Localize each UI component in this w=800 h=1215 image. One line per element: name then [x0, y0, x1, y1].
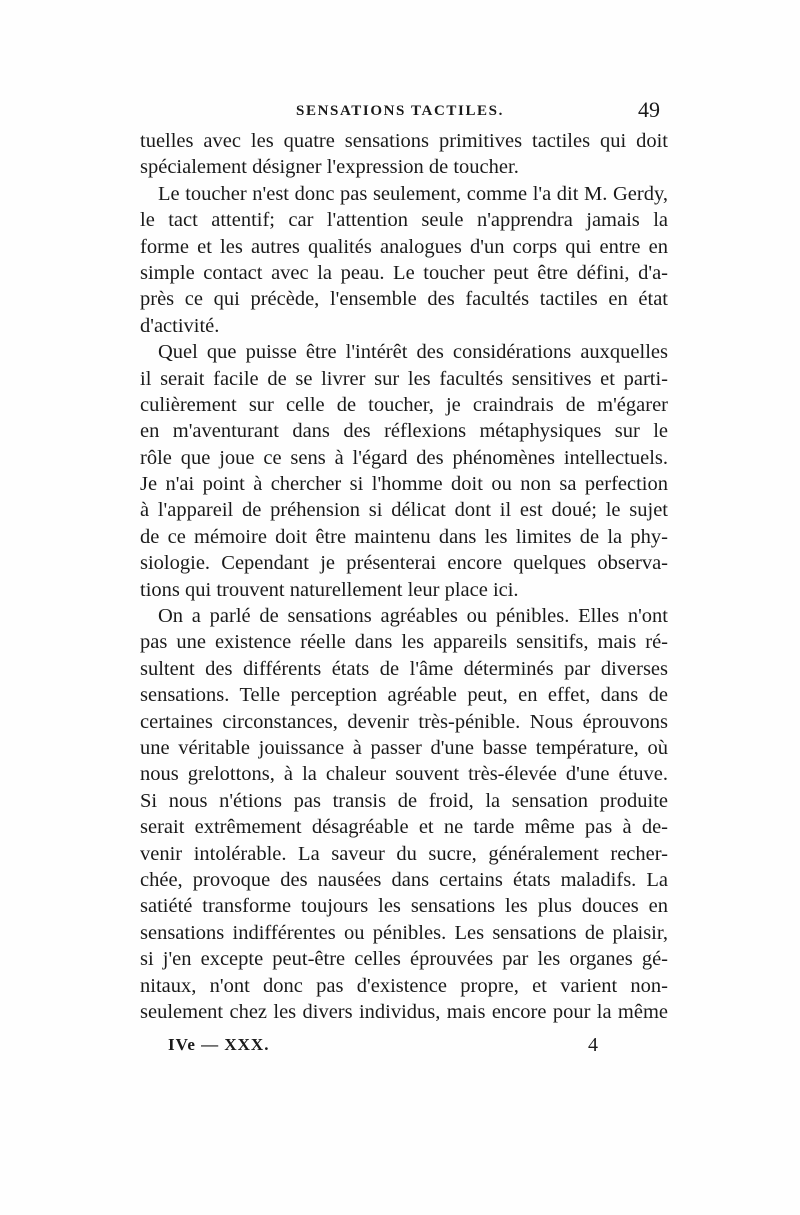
text-line: satiété transforme toujours les sensations les plus douces en [140, 895, 668, 918]
text-line: culièrement sur celle de toucher, je craindrais de m'égarer [140, 393, 668, 416]
text-line: à l'appareil de préhension si délicat dont il est doué; le sujet [140, 499, 668, 522]
text-line: spécialement désigner l'expression de toucher. [140, 156, 519, 179]
text-line: une véritable jouissance à passer d'une basse température, où [140, 736, 668, 759]
text-line: si j'en excepte peut-être celles éprouvées par les organes gé- [140, 948, 668, 971]
text-line: en m'aventurant dans des réflexions métaphysiques sur le [140, 420, 668, 443]
text-line: de ce mémoire doit être maintenu dans les limites de la phy- [140, 525, 668, 548]
text-line: sultent des différents états de l'âme déterminés par diverses [140, 657, 668, 680]
text-line: nous grelottons, à la chaleur souvent très-élevée d'une étuve. [140, 763, 668, 786]
text-line: forme et les autres qualités analogues d'un corps qui entre en [140, 235, 668, 258]
text-line: tions qui trouvent naturellement leur place ici. [140, 578, 519, 601]
text-line: Le toucher n'est donc pas seulement, comme l'a dit M. Gerdy, [158, 182, 668, 205]
page-footer [140, 1032, 668, 1058]
text-line: serait extrêmement désagréable et ne tarde même pas à de- [140, 816, 668, 839]
running-head [140, 98, 660, 124]
text-line: sensations. Telle perception agréable peut, en effet, dans de [140, 684, 668, 707]
text-line: simple contact avec la peau. Le toucher peut être défini, d'a- [140, 261, 668, 284]
running-title: SENSATIONS TACTILES. [296, 103, 504, 119]
signature-mark: IVe — XXX. [168, 1035, 270, 1054]
text-line: il serait facile de se livrer sur les facultés sensitives et parti- [140, 367, 668, 390]
text-line: rôle que joue ce sens à l'égard des phénomènes intellectuels. [140, 446, 668, 469]
text-body [140, 128, 668, 1025]
sheet-number: 4 [588, 1034, 598, 1056]
text-line: chée, provoque des nausées dans certains états maladifs. La [140, 868, 668, 891]
text-line: tuelles avec les quatre sensations primitives tactiles qui doit [140, 130, 668, 152]
text-line: Si nous n'étions pas transis de froid, la sensation produite [140, 789, 668, 812]
page-number: 49 [638, 97, 660, 122]
text-line: Je n'ai point à chercher si l'homme doit ou non sa perfection [140, 473, 668, 496]
text-line: sensations indifférentes ou pénibles. Les sensations de plaisir, [140, 921, 668, 944]
text-line: près ce qui précède, l'ensemble des facultés tactiles en état [140, 288, 668, 311]
text-line: pas une existence réelle dans les appareils sensitifs, mais ré- [140, 631, 668, 654]
text-line: le tact attentif; car l'attention seule n'apprendra jamais la [140, 209, 668, 232]
text-line: venir intolérable. La saveur du sucre, généralement recher- [140, 842, 668, 865]
text-line: nitaux, n'ont donc pas d'existence propre, et varient non- [140, 974, 668, 997]
text-line: certaines circonstances, devenir très-pénible. Nous éprouvons [140, 710, 668, 733]
text-line: Quel que puisse être l'intérêt des considérations auxquelles [158, 341, 668, 364]
text-line: d'activité. [140, 314, 220, 337]
text-line: seulement chez les divers individus, mais encore pour la même [140, 1000, 668, 1023]
text-line: On a parlé de sensations agréables ou pénibles. Elles n'ont [158, 605, 668, 628]
text-line: siologie. Cependant je présenterai encore quelques observa- [140, 552, 668, 575]
